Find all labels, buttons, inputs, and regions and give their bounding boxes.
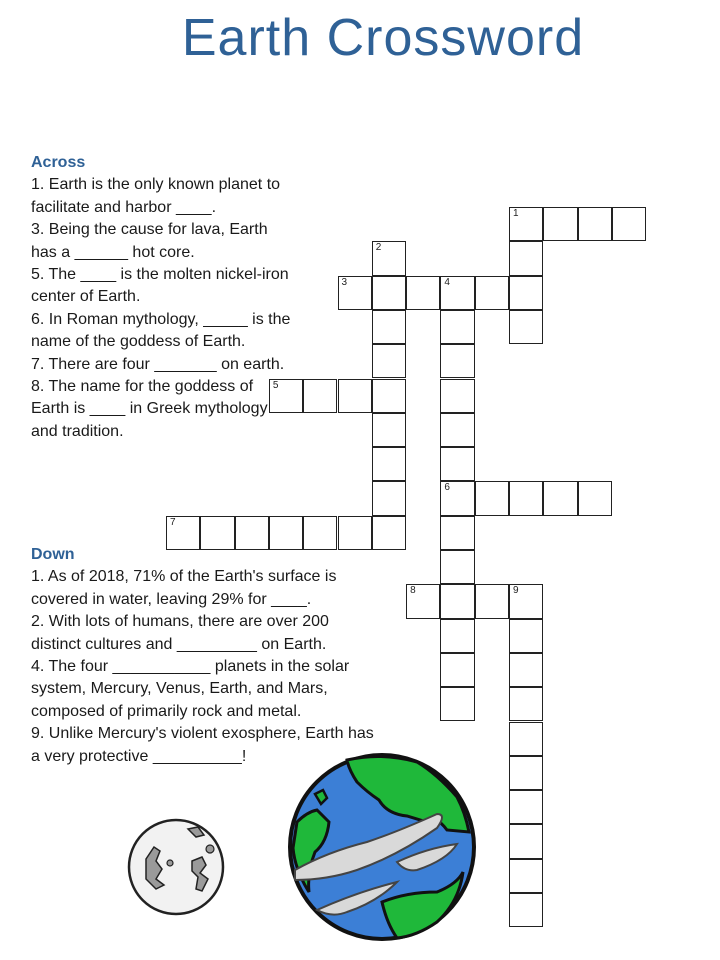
grid-cell[interactable] [509, 481, 543, 515]
grid-cell[interactable] [543, 481, 577, 515]
grid-cell[interactable] [440, 379, 474, 413]
grid-cell[interactable] [578, 207, 612, 241]
grid-cell[interactable] [612, 207, 646, 241]
grid-cell[interactable] [543, 207, 577, 241]
grid-cell[interactable] [440, 619, 474, 653]
grid-cell[interactable] [372, 379, 406, 413]
clue-number: 4 [444, 276, 450, 288]
grid-cell[interactable] [440, 413, 474, 447]
down-clue-2: 2. With lots of humans, there are over 200 distinct cultures and _________ on Earth. [31, 613, 329, 653]
grid-cell[interactable] [372, 344, 406, 378]
clue-number: 6 [444, 482, 450, 494]
grid-cell[interactable] [509, 241, 543, 275]
grid-cell[interactable] [509, 859, 543, 893]
earth-illustration [287, 752, 477, 942]
grid-cell[interactable] [509, 653, 543, 687]
grid-cell[interactable] [509, 722, 543, 756]
grid-cell[interactable] [303, 379, 337, 413]
grid-cell[interactable] [269, 379, 303, 413]
down-clues [31, 544, 376, 768]
grid-cell[interactable] [166, 516, 200, 550]
grid-cell[interactable] [440, 310, 474, 344]
clue-number: 8 [410, 585, 416, 597]
grid-cell[interactable] [440, 344, 474, 378]
clue-number: 2 [375, 242, 382, 254]
clue-number: 7 [170, 516, 176, 528]
down-heading: Down [31, 546, 75, 563]
across-clue-5: 5. The ____ is the molten nickel-iron center of Earth. [31, 266, 289, 306]
across-clue-1: 1. Earth is the only known planet to facilitate and harbor ____. [31, 176, 281, 216]
grid-cell[interactable] [269, 516, 303, 550]
grid-cell[interactable] [372, 310, 406, 344]
across-clue-7: 7. There are four _______ on earth. [31, 355, 285, 373]
page-title: Earth Crossword [181, 9, 585, 67]
grid-cell[interactable] [509, 276, 543, 310]
across-clue-3: 3. Being the cause for lava, Earth has a ______ hot core. [31, 221, 268, 261]
grid-cell[interactable] [440, 653, 474, 687]
grid-cell[interactable] [509, 310, 543, 344]
grid-cell[interactable] [372, 413, 406, 447]
moon-crater-small [206, 845, 214, 853]
moon-body [129, 820, 223, 914]
grid-cell[interactable] [235, 516, 269, 550]
grid-cell[interactable] [509, 824, 543, 858]
moon-crater-dot [167, 860, 173, 866]
grid-cell[interactable] [440, 447, 474, 481]
clue-number: 9 [513, 585, 519, 597]
moon-illustration [126, 817, 226, 917]
clue-number: 5 [272, 379, 279, 391]
grid-cell[interactable] [303, 516, 337, 550]
across-clue-6: 6. In Roman mythology, _____ is the name of the goddess of Earth. [31, 310, 291, 351]
grid-cell[interactable] [372, 241, 406, 275]
grid-cell[interactable] [475, 584, 509, 618]
grid-cell[interactable] [372, 481, 406, 515]
across-heading: Across [31, 154, 86, 171]
grid-cell[interactable] [509, 619, 543, 653]
grid-cell[interactable] [509, 207, 543, 241]
grid-cell[interactable] [372, 276, 406, 310]
grid-cell[interactable] [406, 276, 440, 310]
grid-cell[interactable] [338, 516, 372, 550]
grid-cell[interactable] [338, 276, 372, 310]
clue-number: 1 [513, 208, 519, 219]
grid-cell[interactable] [509, 893, 543, 927]
grid-cell[interactable] [440, 516, 474, 550]
grid-cell[interactable] [200, 516, 234, 550]
down-clue-1: 1. As of 2018, 71% of the Earth's surface is covered in water, leaving 29% for ____. [31, 568, 337, 608]
down-clue-4: 4. The four ___________ planets in the solar system, Mercury, Venus, Earth, and Mars, composed of primarily rock and metal. [31, 658, 350, 720]
grid-cell[interactable] [440, 584, 474, 618]
grid-cell[interactable] [509, 756, 543, 790]
grid-cell[interactable] [338, 379, 372, 413]
grid-cell[interactable] [372, 447, 406, 481]
across-clues [31, 152, 293, 443]
grid-cell[interactable] [440, 687, 474, 721]
grid-cell[interactable] [475, 276, 509, 310]
grid-cell[interactable] [475, 481, 509, 515]
down-clue-9: 9. Unlike Mercury's violent exosphere, Earth has a very protective __________! [31, 725, 374, 765]
grid-cell[interactable] [440, 276, 474, 310]
across-clue-8: 8. The name for the goddess of Earth is ____ in Greek mythology and tradition. [31, 378, 268, 440]
grid-cell[interactable] [578, 481, 612, 515]
grid-cell[interactable] [509, 790, 543, 824]
grid-cell[interactable] [509, 584, 543, 618]
clue-number: 3 [341, 276, 348, 288]
grid-cell[interactable] [440, 481, 474, 515]
grid-cell[interactable] [509, 687, 543, 721]
grid-cell[interactable] [372, 516, 406, 550]
grid-cell[interactable] [406, 584, 440, 618]
grid-cell[interactable] [440, 550, 474, 584]
